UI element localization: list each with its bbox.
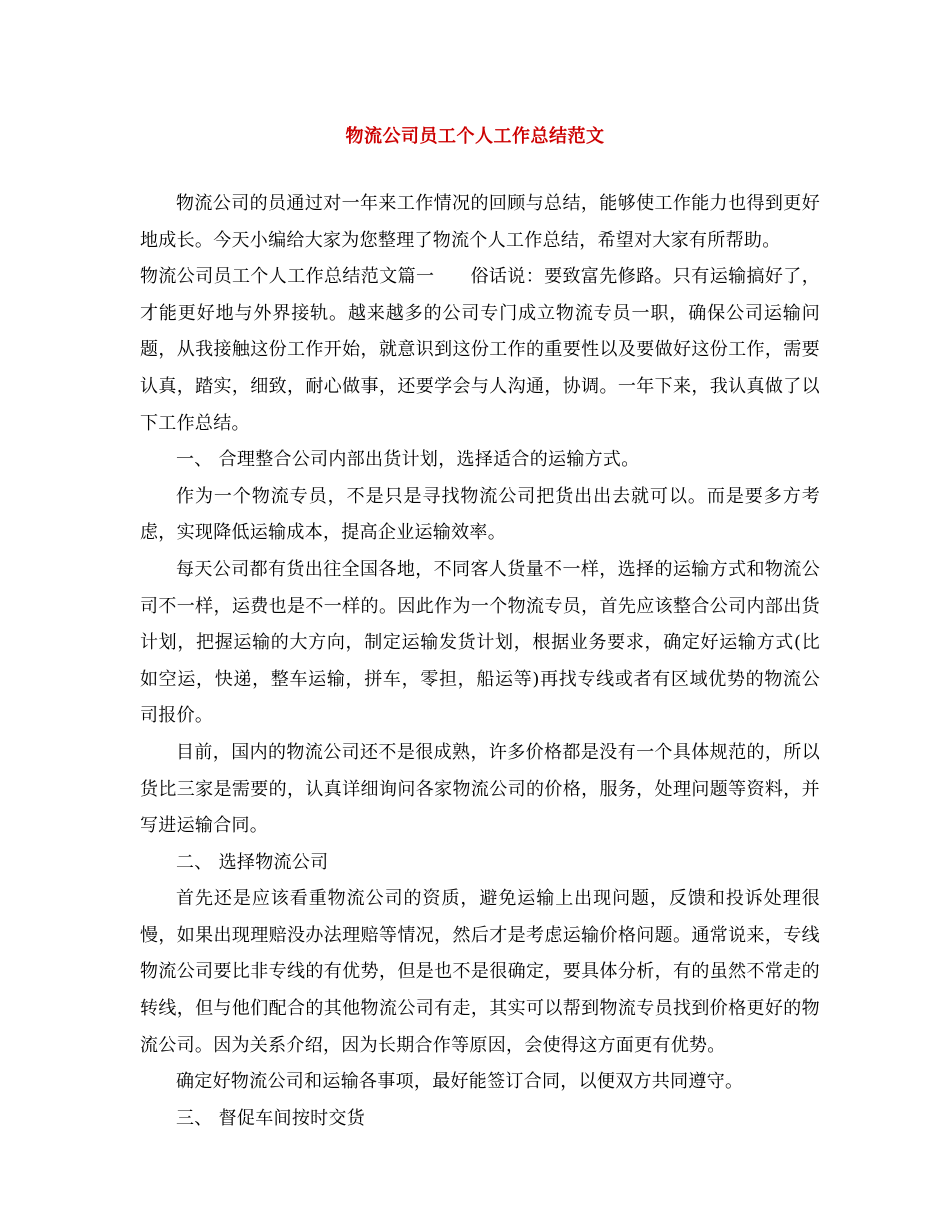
intro-paragraph: 物流公司的员通过对一年来工作情况的回顾与总结，能够使工作能力也得到更好地成长。今天小编给大家为您整理了物流个人工作总结，希望对大家有所帮助。 [140, 193, 820, 251]
paragraph-compare-prices: 目前，国内的物流公司还不是很成熟，许多价格都是没有一个具体规范的，所以货比三家是需要的，认真详细询问各家物流公司的价格，服务，处理问题等资料，并写进运输合同。 [140, 741, 820, 837]
article-subtitle: 物流公司员工个人工作总结范文篇一 [140, 266, 435, 288]
document-body [140, 186, 820, 1137]
paragraph-daily-shipping: 每天公司都有货出往全国各地，不同客人货量不一样，选择的运输方式和物流公司不一样，运费也是不一样的。因此作为一个物流专员，首先应该整合公司内部出货计划，把握运输的大方向，制定运输发货计划，根据业务要求，确定好运输方式(比如空运，快递，整车运输，拼车，零担，船运等)再找专线或者有区域优势的物流公司报价。 [140, 558, 820, 727]
opening-paragraph: 俗话说：要致富先修路。只有运输搞好了，才能更好地与外界接轨。越来越多的公司专门成立物流专员一职，确保公司运输问题，从我接触这份工作开始，就意识到这份工作的重要性以及要做好这份工作，需要认真，踏实，细致，耐心做事，还要学会与人沟通，协调。一年下来，我认真做了以下工作总结。 [140, 266, 820, 434]
document-title: 物流公司员工个人工作总结范文 [345, 126, 605, 147]
heading-three: 三、 督促车间按时交货 [176, 1107, 366, 1129]
paragraph-contract: 确定好物流公司和运输各事项，最好能签订合同，以便双方共同遵守。 [176, 1071, 744, 1093]
paragraph-company-selection: 首先还是应该看重物流公司的资质，避免运输上出现问题，反馈和投诉处理很慢，如果出现理赔没办法理赔等情况，然后才是考虑运输价格问题。通常说来，专线物流公司要比非专线的有优势，但是也不是很确定，要具体分析，有的虽然不常走的转线，但与他们配合的其他物流公司有走，其实可以帮到物流专员找到价格更好的物流公司。因为关系介绍，因为长期合作等原因，会使得这方面更有优势。 [140, 888, 820, 1056]
heading-one: 一、 合理整合公司内部出货计划，选择适合的运输方式。 [176, 449, 640, 471]
section-heading-paragraph [140, 259, 820, 442]
paragraph-logistics-role: 作为一个物流专员，不是只是寻找物流公司把货出出去就可以。而是要多方考虑，实现降低运输成本，提高企业运输效率。 [140, 485, 820, 544]
heading-two: 二、 选择物流公司 [176, 851, 329, 873]
